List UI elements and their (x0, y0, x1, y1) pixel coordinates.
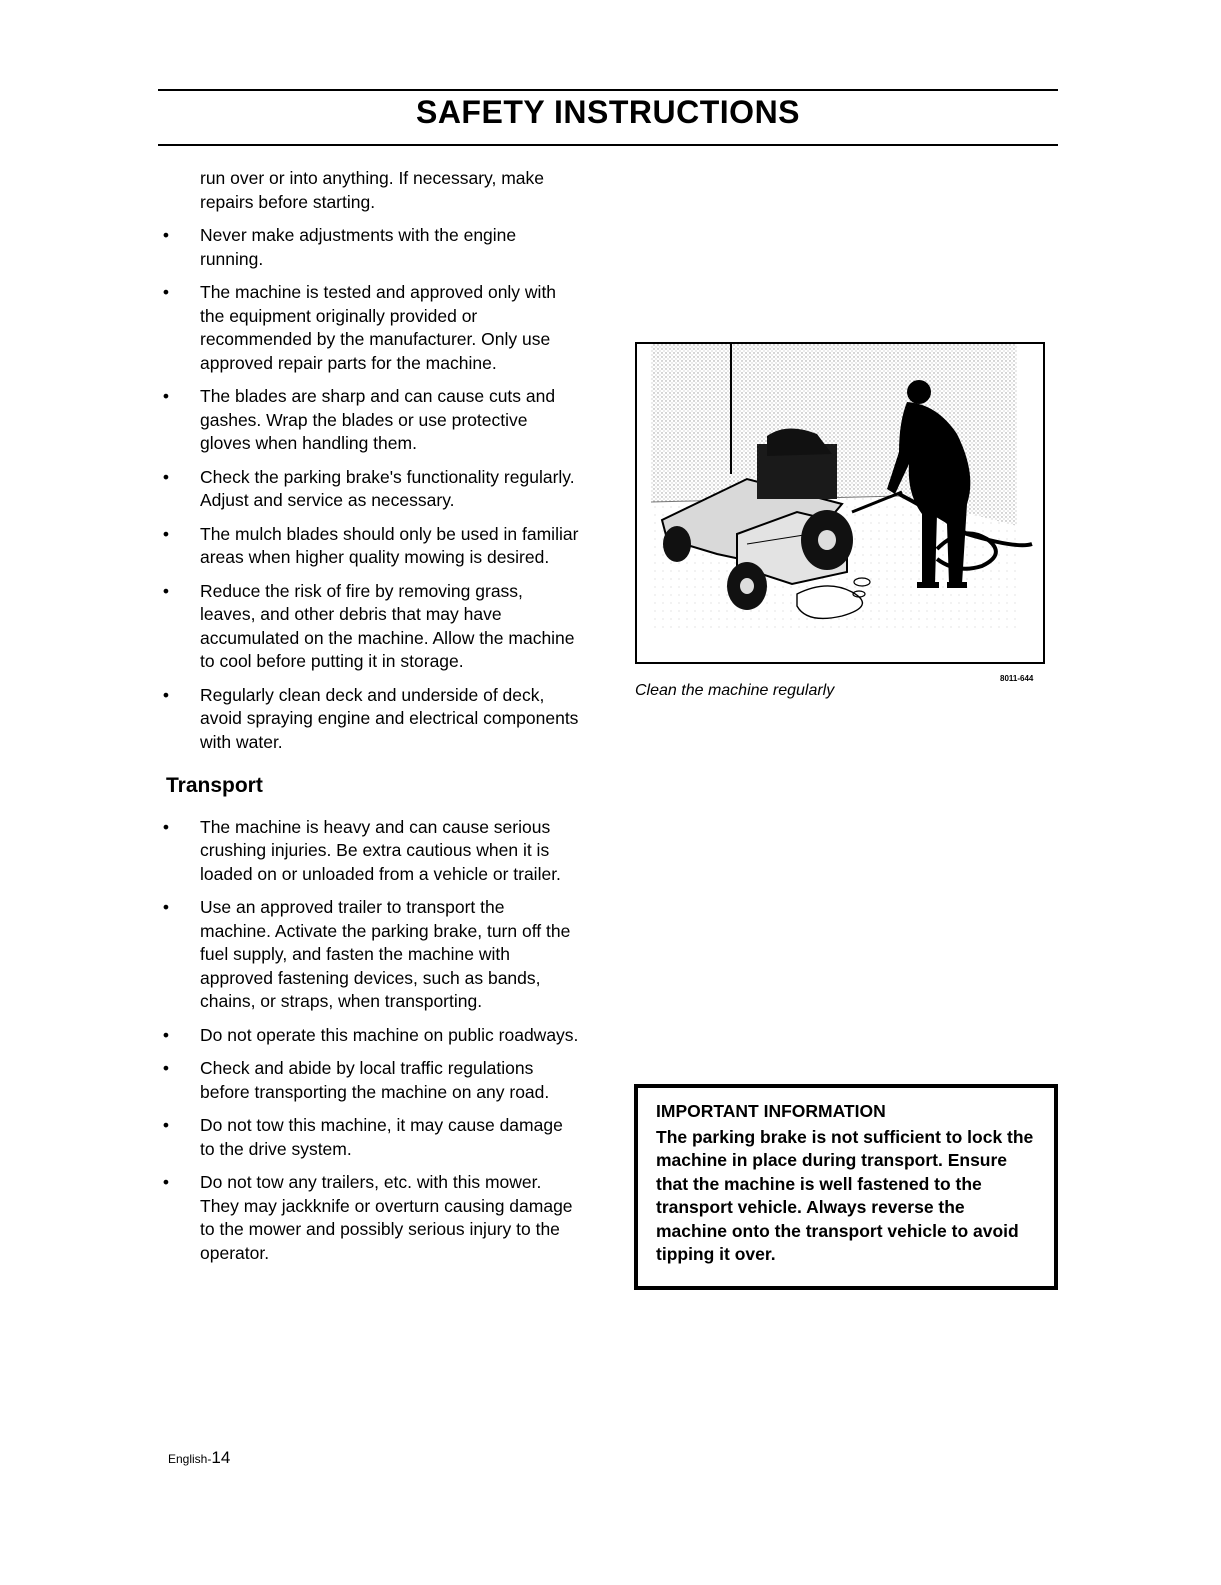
list-item (160, 580, 580, 674)
cleaning-illustration-frame (635, 342, 1045, 664)
list-item (160, 523, 580, 570)
list-item-text: Do not tow this machine, it may cause damage to the drive system. (200, 1115, 563, 1159)
list-item-text: Use an approved trailer to transport the machine. Activate the parking brake, turn off the fuel supply, and fasten the machine with approved fastening devices, such as bands, chains, or straps, when transporting. (200, 897, 571, 1011)
list-item-text: The blades are sharp and can cause cuts and gashes. Wrap the blades or use protective gloves when handling them. (200, 386, 556, 453)
list-item (160, 684, 580, 755)
bullet-icon: • (162, 282, 170, 302)
figure-code: 8011-644 (1000, 674, 1034, 683)
list-item (160, 281, 580, 375)
bullet-icon: • (162, 523, 170, 544)
bullet-icon: • (162, 225, 170, 245)
list-item (160, 1114, 580, 1161)
bullet-icon: • (162, 1058, 170, 1078)
bullet-icon: • (162, 1024, 170, 1045)
important-heading: IMPORTANT INFORMATION (656, 1101, 886, 1121)
list-item (160, 385, 580, 456)
safety-bullet-list (160, 224, 580, 754)
list-item (160, 816, 580, 887)
list-item-text: Do not tow any trailers, etc. with this mower. They may jackknife or overturn causing damage to the mower and possibly serious injury to the operator. (200, 1172, 573, 1263)
list-item-text: Regularly clean deck and underside of deck, avoid spraying engine and electrical components with water. (200, 684, 579, 752)
bullet-icon: • (162, 684, 170, 705)
list-item (160, 466, 580, 513)
list-item-text: The machine is heavy and can cause serious crushing injuries. Be extra cautious when it is loaded on or unloaded from a vehicle or trailer. (200, 816, 561, 884)
list-item (160, 896, 580, 1014)
bullet-icon: • (162, 1115, 170, 1135)
figure-caption: Clean the machine regularly (635, 682, 835, 699)
important-information-box (634, 1084, 1058, 1290)
list-item-text: The mulch blades should only be used in familiar areas when higher quality mowing is desired. (200, 523, 579, 567)
transport-heading: Transport (166, 774, 263, 797)
footer-language: English- (168, 1452, 212, 1466)
header-rule-bottom (158, 144, 1058, 146)
important-text: The parking brake is not sufficient to lock the machine in place during transport. Ensure that the machine is well fastened to the transport vehicle. Always reverse the machine onto the transport vehicle to avoid tipping it over. (656, 1126, 1034, 1264)
list-item-text: Never make adjustments with the engine running. (200, 225, 517, 269)
list-item-text: Check the parking brake's functionality regularly. Adjust and service as necessary. (200, 466, 575, 510)
page-footer (168, 1448, 230, 1468)
bullet-icon: • (162, 897, 170, 917)
bullet-icon: • (162, 816, 170, 837)
person-washing-mower-illustration-icon (637, 344, 1043, 662)
page-number: 14 (211, 1448, 231, 1467)
header-rule-top (158, 89, 1058, 91)
list-item-text: Check and abide by local traffic regulations before transporting the machine on any road. (200, 1058, 550, 1102)
list-item (160, 224, 580, 271)
list-item (160, 1171, 580, 1265)
list-item-text: Reduce the risk of fire by removing grass, leaves, and other debris that may have accumulated on the machine. Allow the machine to cool before putting it in storage. (200, 580, 575, 671)
list-item (160, 1057, 580, 1104)
list-item (160, 1024, 580, 1048)
bullet-icon: • (162, 580, 170, 601)
bullet-icon: • (162, 386, 170, 406)
list-item-text: The machine is tested and approved only with the equipment originally provided or recommended by the manufacturer. Only use approved repair parts for the machine. (200, 282, 557, 373)
continued-paragraph: run over or into anything. If necessary, make repairs before starting. (200, 168, 545, 212)
bullet-icon: • (162, 466, 170, 487)
transport-bullet-list (160, 816, 580, 1266)
bullet-icon: • (162, 1172, 170, 1192)
list-item-text: Do not operate this machine on public roadways. (200, 1024, 579, 1045)
page-title: SAFETY INSTRUCTIONS (415, 94, 801, 130)
left-column (160, 167, 580, 1275)
